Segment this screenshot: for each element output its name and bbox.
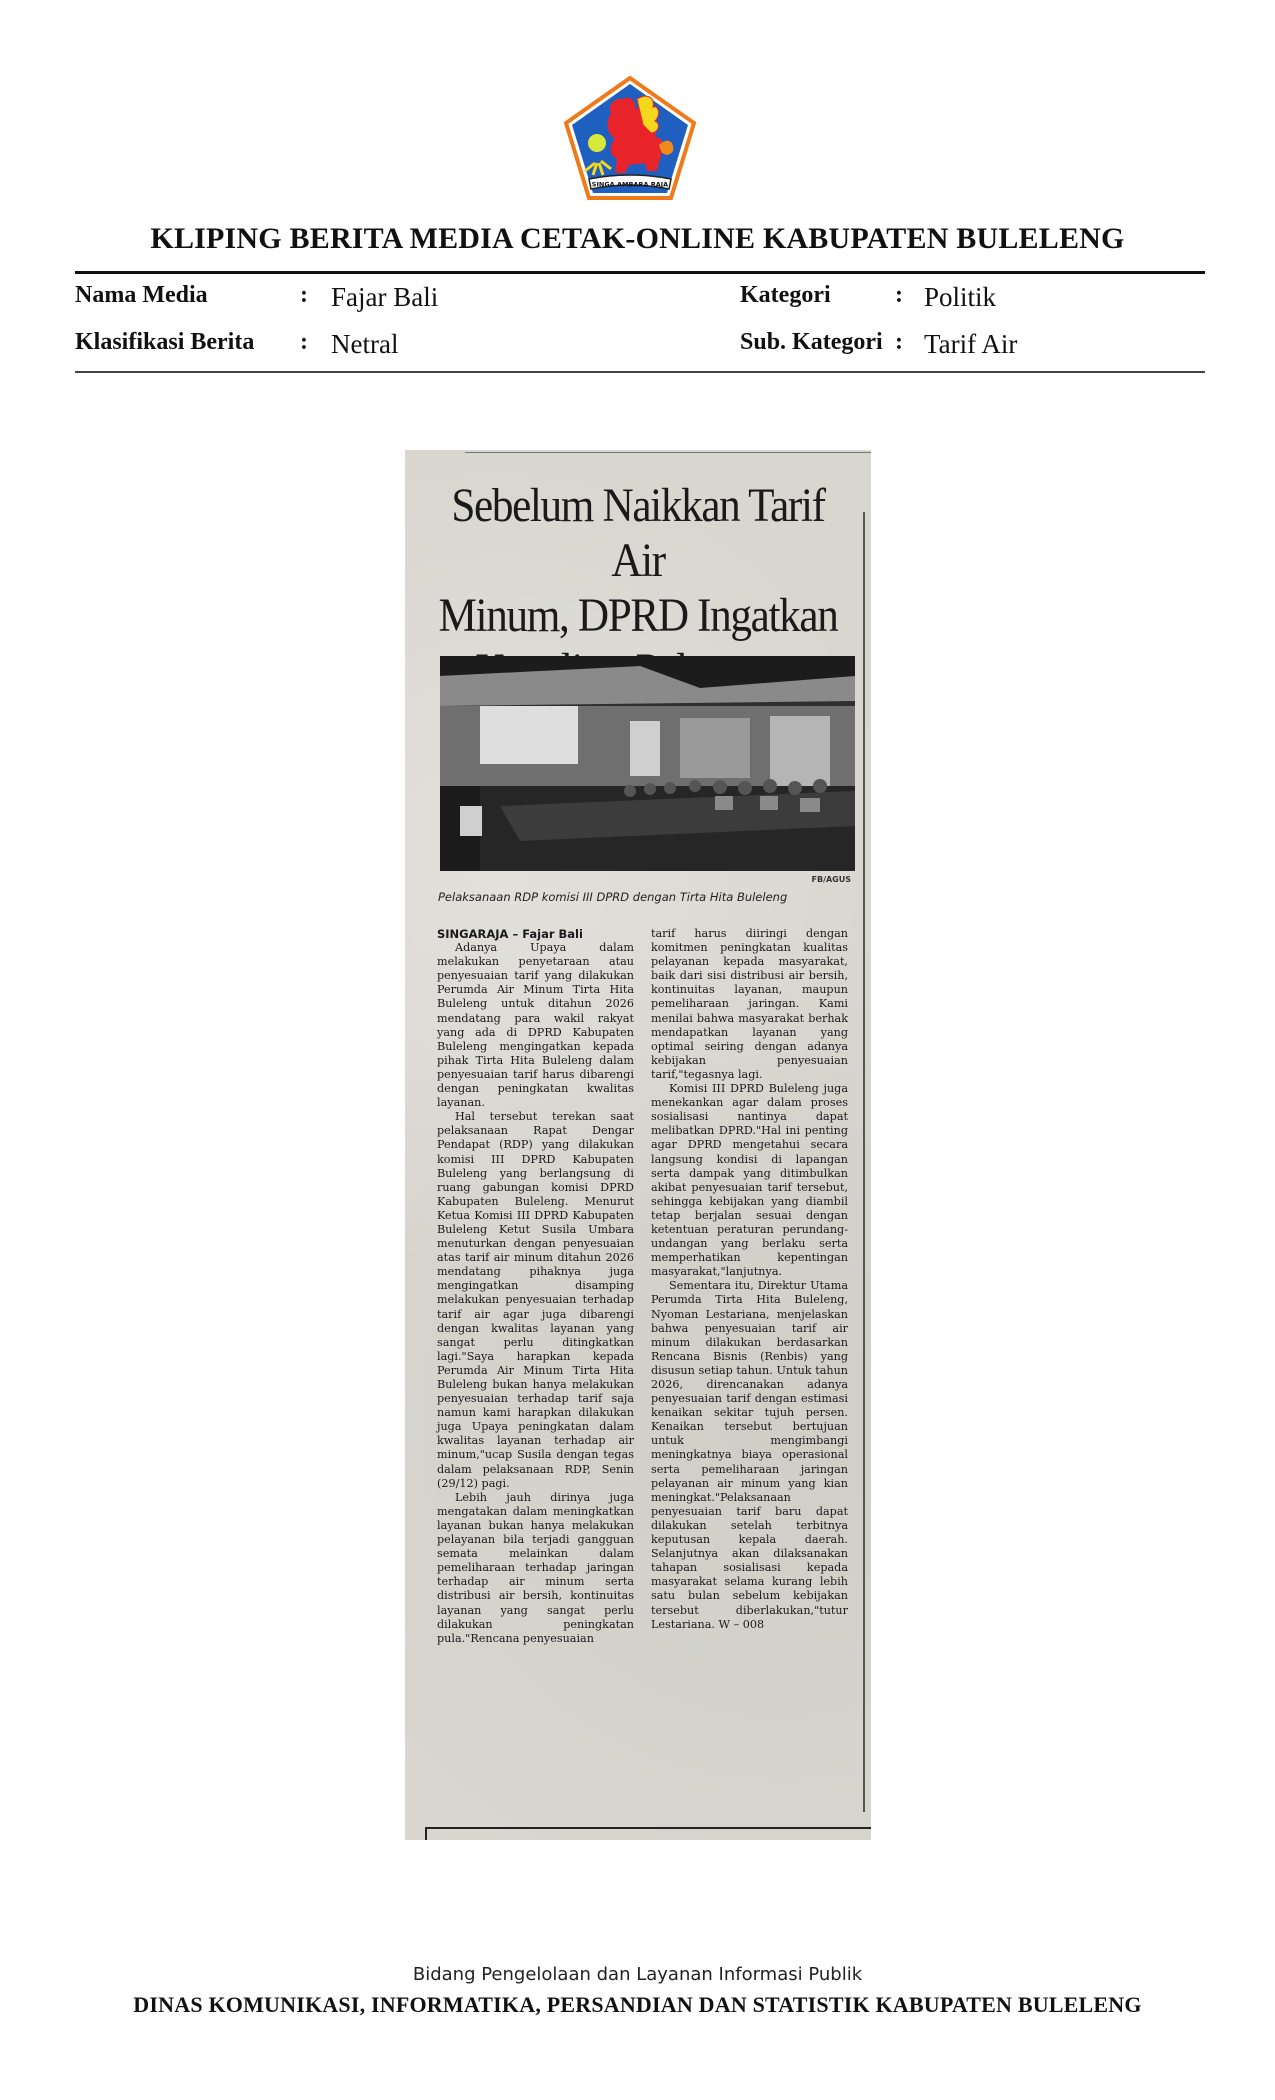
article-column-left	[437, 927, 634, 1646]
footer-agency: DINAS KOMUNIKASI, INFORMATIKA, PERSANDIAN DAN STATISTIK KABUPATEN BULELENG	[133, 1992, 1142, 2017]
article-paragraph: Sementara itu, Direktur Utama Perumda Tirta Hita Buleleng, Nyoman Lestariana, menjelaskan bahwa penyesuaian tarif air minum dilakukan berdasarkan Rencana Bisnis (Renbis) yang disusun setiap tahun. Untuk tahun 2026, direncanakan adanya penyesuaian tarif dengan estimasi kenaikan sekitar tujuh persen. Kenaikan tersebut bertujuan untuk mengimbangi meningkatnya biaya operasional serta pemeliharaan jaringan pelayanan air minum yang kian meningkat."Pelaksanaan penyesuaian tarif baru dapat dilakukan setelah terbitnya keputusan kepala daerah. Selanjutnya akan dilaksanakan tahapan sosialisasi kepada masyarakat selama kurang lebih satu bulan sebelum kebijakan tersebut diberlakukan,"tutur Lestariana. W – 008	[651, 1279, 848, 1631]
category-label: Kategori	[740, 282, 831, 308]
news-classification-value: Netral	[331, 329, 399, 359]
header-divider-bottom	[75, 371, 1205, 373]
clipping-column-border	[863, 512, 865, 1812]
article-paragraph: Lebih jauh dirinya juga mengatakan dalam meningkatkan layanan bukan hanya melakukan pelayanan bila terjadi gangguan semata melainkan dalam pemeliharaan terhadap jaringan terhadap air minum serta distribusi air bersih, kontinuitas layanan yang sangat perlu dilakukan peningkatan pula."Rencana penyesuaian	[437, 1490, 634, 1645]
media-name-value: Fajar Bali	[331, 282, 439, 312]
article-dateline: SINGARAJA – Fajar Bali	[437, 927, 583, 941]
article-column-right	[651, 927, 848, 1632]
photo-credit: FB/AGUS	[811, 875, 851, 884]
regency-crest-logo	[563, 75, 697, 201]
meeting-room-photo	[440, 656, 855, 871]
article-paragraph: Komisi III DPRD Buleleng juga menekankan agar dalam proses sosialisasi nantinya dapat melibatkan DPRD."Hal ini penting agar DPRD mengetahui secara langsung kondisi di lapangan serta dampak yang ditimbulkan akibat penyesuaian tarif tersebut, sehingga kebijakan yang diambil tetap berjalan sesuai dengan ketentuan peraturan perundang-undangan yang berlaku serta memperhatikan kepentingan masyarakat,"lanjutnya.	[651, 1082, 848, 1279]
news-classification-colon: :	[300, 329, 308, 355]
category-colon: :	[895, 282, 903, 308]
photo-caption: Pelaksanaan RDP komisi III DPRD dengan Tirta Hita Buleleng	[438, 890, 788, 904]
category-value: Politik	[924, 282, 997, 312]
newspaper-clipping	[405, 450, 871, 1840]
headline-line: Sebelum Naikkan Tarif Air	[451, 479, 825, 587]
svg-text:SINGA AMBARA RAJA: SINGA AMBARA RAJA	[591, 180, 669, 189]
sub-category-value: Tarif Air	[924, 329, 1018, 359]
article-photo	[440, 656, 855, 871]
sub-category-label: Sub. Kategori	[740, 329, 883, 355]
media-name-colon: :	[300, 282, 308, 308]
article-paragraph: tarif harus diiringi dengan komitmen peningkatan kualitas pelayanan kepada masyarakat, baik dari sisi distribusi air bersih, kontinuitas layanan, maupun pemeliharaan jaringan. Kami menilai bahwa masyarakat berhak mendapatkan layanan yang optimal seiring dengan adanya kebijakan penyesuaian tarif,"tegasnya lagi.	[651, 927, 848, 1081]
sub-category-colon: :	[895, 329, 903, 355]
article-paragraph: Adanya Upaya dalam melakukan penyetaraan atau penyesuaian tarif yang dilakukan Perumda Air Minum Tirta Hita Buleleng untuk ditahun 2026 mendatang para wakil rakyat yang ada di DPRD Kabupaten Buleleng mengingatkan kepada pihak Tirta Hita Buleleng dalam penyesuaian tarif harus dibarengi dengan peningkatan kwalitas layanan.	[437, 941, 634, 1110]
headline-line: Minum, DPRD Ingatkan	[438, 589, 838, 642]
document-title: KLIPING BERITA MEDIA CETAK-ONLINE KABUPATEN BULELENG	[150, 222, 1125, 255]
article-paragraph: Hal tersebut terekan saat pelaksanaan Rapat Dengar Pendapat (RDP) yang dilakukan komisi III DPRD Kabupaten Buleleng yang berlangsung di ruang gabungan komisi DPRD Kabupaten Buleleng. Menurut Ketua Komisi III DPRD Kabupaten Buleleng Ketut Susila Umbara menuturkan dengan penyesuaian atas tarif air minum ditahun 2026 mendatang pihaknya juga mengingatkan disamping melakukan penyesuaian terhadap tarif air agar juga dibarengi dengan kwalitas layanan yang sangat perlu ditingkatkan lagi."Saya harapkan kepada Perumda Air Minum Tirta Hita Buleleng bukan hanya melakukan penyesuaian terhadap tarif saja namun kami harapkan dilakukan juga Upaya peningkatan dalam kwalitas layanan terhadap air minum,"ucap Susila dengan tegas dalam pelaksanaan RDP, Senin (29/12) pagi.	[437, 1110, 634, 1490]
singa-ambara-raja-crest-icon	[563, 75, 697, 201]
media-name-label: Nama Media	[75, 282, 208, 308]
footer-division: Bidang Pengelolaan dan Layanan Informasi Publik	[412, 1964, 863, 1985]
news-classification-label: Klasifikasi Berita	[75, 329, 255, 355]
next-article-border	[425, 1827, 871, 1840]
clipping-top-line	[465, 452, 871, 453]
header-divider-top	[75, 271, 1205, 274]
projector-screen	[480, 706, 578, 764]
